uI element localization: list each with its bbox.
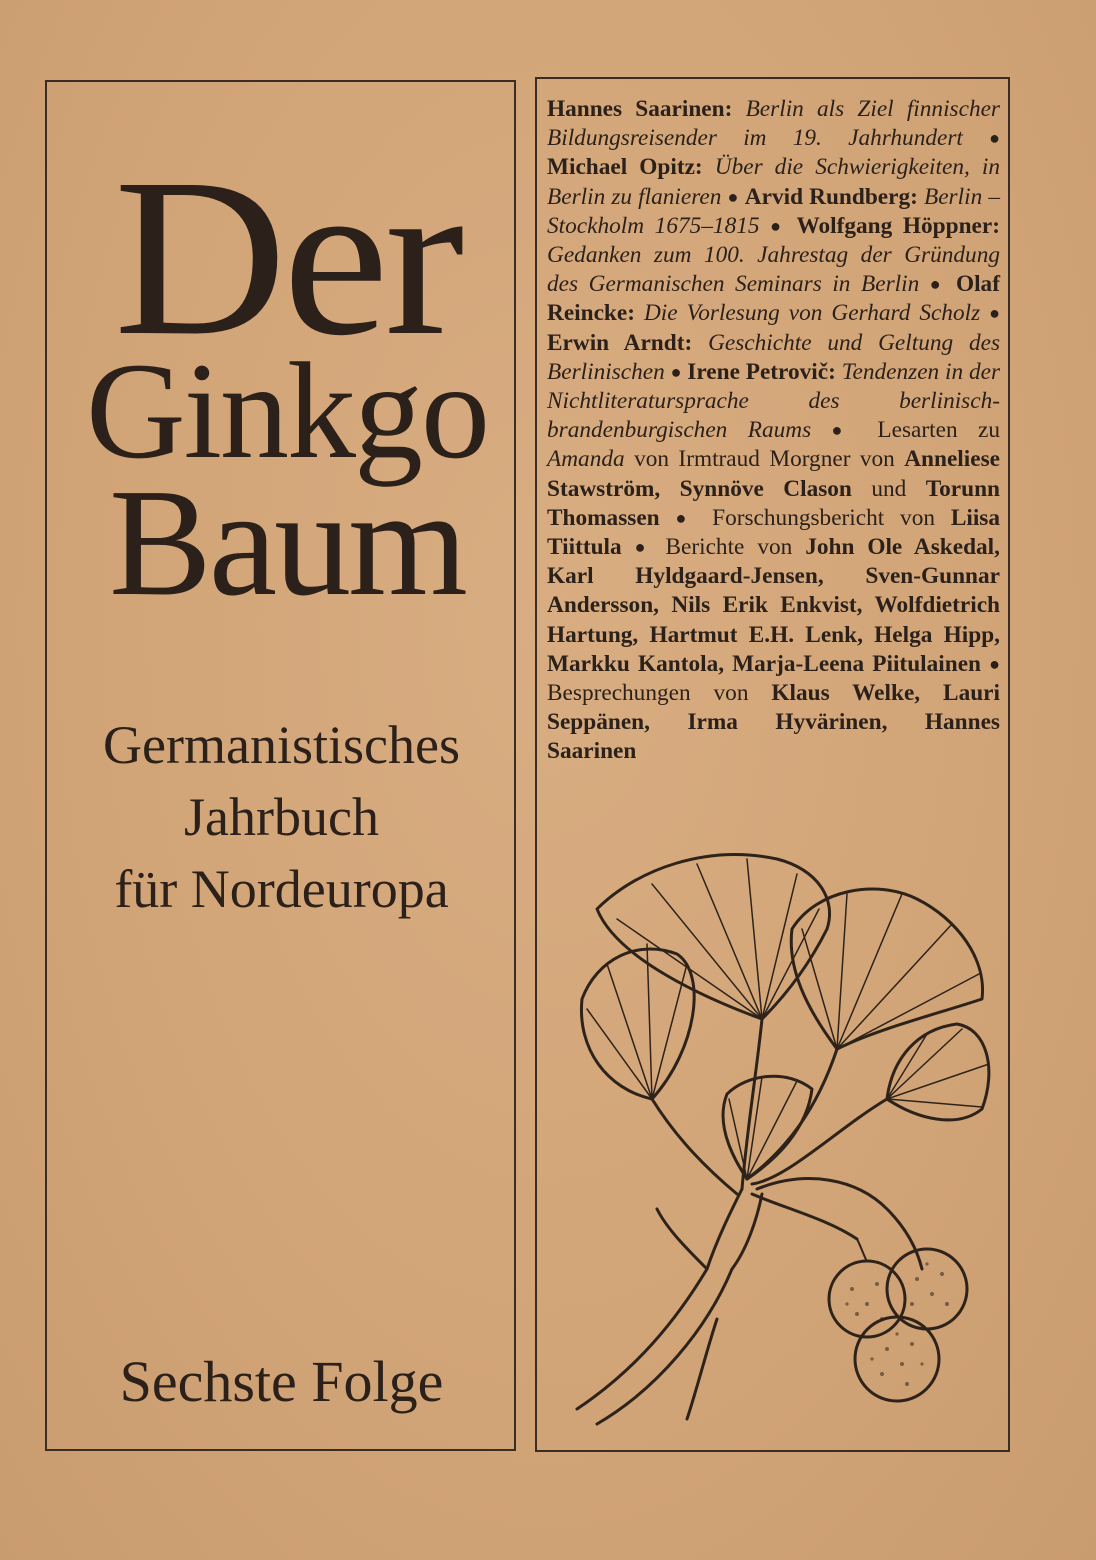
- forschung-label: Forschungsbericht von: [712, 504, 935, 531]
- berichte-authors: John Ole Askedal, Karl Hyldgaard-Jensen, Sven-Gunnar Andersson, Nils Erik Enkvist, Wolfdietrich Hartung, Hartmut E.H. Lenk, Helga Hipp, Markku Kantola, Marja-Leena Piitulainen: [547, 534, 1000, 677]
- toc-title: Die Vorlesung von Gerhard Scholz: [643, 300, 981, 327]
- branch-stem: [597, 1269, 732, 1424]
- title-line-baum: Baum: [109, 458, 465, 628]
- contents-panel: [535, 77, 1010, 1452]
- toc-title: Gedanken zum 100. Jahrestag der Gründung des Germanischen Seminars in Berlin: [547, 242, 1000, 298]
- lesarten-work: Amanda: [547, 446, 625, 473]
- toc-author: Erwin Arndt:: [547, 329, 693, 356]
- table-of-contents: [547, 95, 1000, 767]
- toc-author: Hannes Saarinen:: [547, 96, 733, 122]
- besprechungen-authors: Klaus Welke, Lauri Seppänen, Irma Hyvärinen, Hannes Saarinen: [547, 680, 1000, 765]
- leaf-stalk: [747, 1049, 837, 1179]
- branch-twig: [657, 1209, 707, 1269]
- leaf-stalk: [752, 1194, 857, 1239]
- ginkgo-branch-illustration: [557, 849, 997, 1439]
- ginkgo-leaf: [723, 1076, 812, 1179]
- title-panel: [45, 80, 516, 1451]
- bullet-icon: ●: [670, 361, 682, 382]
- bullet-icon: ●: [989, 128, 1000, 149]
- branch-twig: [687, 1319, 717, 1419]
- title-line-ginkgo: Ginkgo: [86, 334, 488, 487]
- toc-title: Berlin – Stockholm 1675–1815: [547, 183, 1000, 239]
- ginkgo-fruit: [829, 1261, 905, 1337]
- toc-author: Wolfgang Höppner:: [796, 212, 1000, 239]
- title-line-der: Der: [113, 132, 461, 382]
- leaf-stalk: [742, 1019, 762, 1189]
- bullet-icon: ●: [634, 537, 653, 558]
- besprechungen-label: Besprechungen von: [547, 680, 749, 707]
- ginkgo-leaf: [887, 1024, 989, 1120]
- toc-title: Über die Schwierigkeiten, in Berlin zu flanieren: [547, 154, 1000, 210]
- branch-twig: [732, 1194, 762, 1269]
- toc-author: Arvid Rundberg:: [744, 183, 918, 210]
- bullet-icon: ●: [929, 274, 946, 295]
- toc-title: Berlin als Ziel finnischer Bildungsreisender im 19. Jahrhundert: [547, 96, 1001, 152]
- edition-label: Sechste Folge: [119, 1349, 444, 1414]
- lesarten-authors: Anneliese Stawström, Synnöve Clason: [547, 446, 1001, 502]
- bullet-icon: ●: [989, 303, 1000, 324]
- toc-title: Tendenzen in der Nichtliteratursprache des berlinisch-brandenburgischen Raums: [547, 358, 1001, 444]
- leaf-stalk: [757, 1179, 922, 1269]
- toc-author: Irene Petrovič:: [687, 358, 836, 385]
- bullet-icon: ●: [989, 653, 1000, 674]
- leaf-stalk: [752, 1099, 887, 1184]
- bullet-icon: ●: [770, 215, 786, 236]
- subtitle-line-3: für Nordeuropa: [114, 859, 449, 919]
- toc-title: Geschichte und Geltung des Berlinischen: [547, 329, 1001, 385]
- berichte-label: Berichte von: [665, 534, 793, 561]
- lesarten-mid: von Irmtraud Morgner von: [634, 446, 895, 473]
- bullet-icon: ●: [675, 507, 697, 528]
- ginkgo-fruit: [855, 1317, 939, 1401]
- bullet-icon: ●: [831, 420, 857, 441]
- ginkgo-leaf: [597, 855, 830, 1019]
- forschung-author: Liisa Tiittula: [547, 504, 1001, 561]
- lesarten-prefix: Lesarten zu: [877, 417, 1000, 444]
- subtitle-line-2: Jahrbuch: [184, 787, 379, 847]
- subtitle-line-1: Germanistisches: [103, 715, 460, 775]
- toc-author: Olaf Reincke:: [547, 271, 1000, 327]
- lesarten-last-author: Torunn Thomassen: [547, 475, 1001, 531]
- toc-author: Michael Opitz:: [547, 154, 703, 181]
- lesarten-und: und: [871, 475, 907, 502]
- bullet-icon: ●: [727, 186, 739, 207]
